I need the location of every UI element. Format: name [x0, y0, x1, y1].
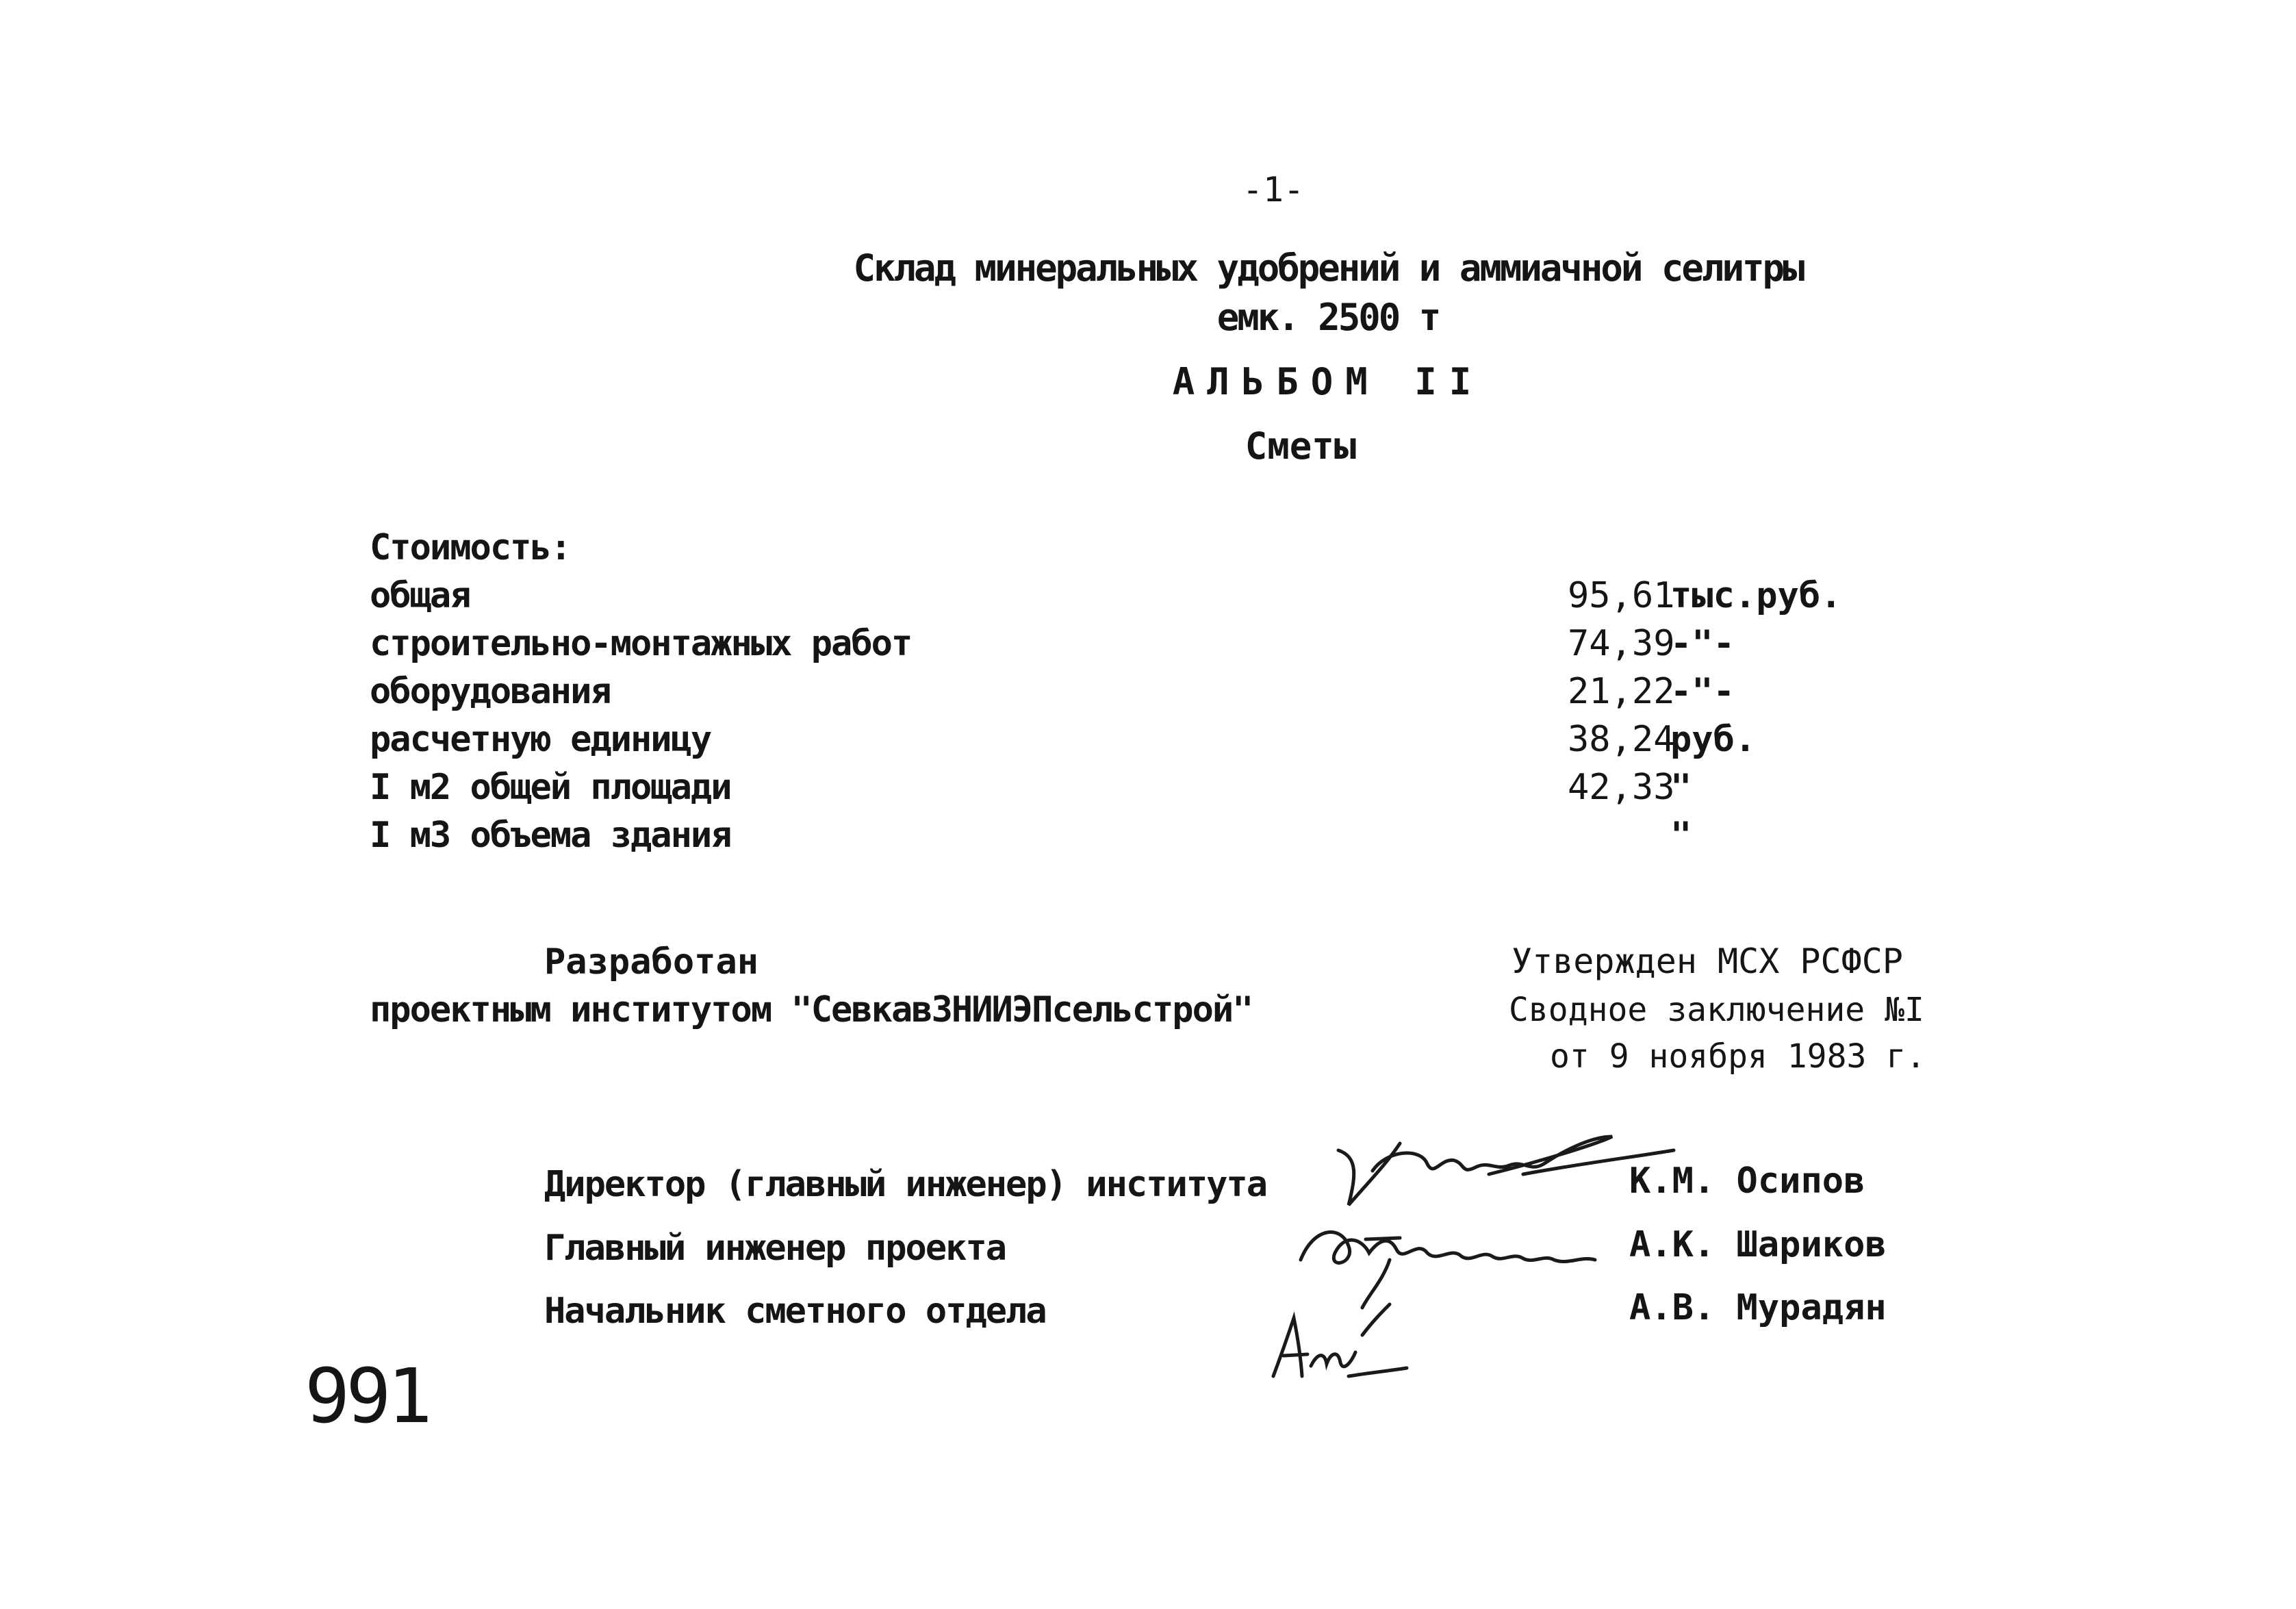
cost-labels	[370, 524, 911, 859]
signatory-name-estimate-head: А.В. Мурадян	[1629, 1287, 1887, 1328]
album-title: АЛЬБОМ II	[1172, 360, 1484, 403]
cost-unit-per-m2: "	[1670, 767, 1692, 808]
signatory-name-director: К.М. Осипов	[1629, 1161, 1865, 1202]
cost-label-equipment: оборудования	[370, 671, 611, 712]
approval-conclusion: Сводное заключение №I	[1509, 991, 1924, 1029]
cost-heading: Стоимость:	[370, 527, 571, 568]
cost-value-per-m2: 42,33	[1568, 767, 1675, 808]
cost-row-equipment	[1568, 668, 1841, 715]
cost-values	[1568, 572, 1841, 859]
album-subtitle: Сметы	[1245, 425, 1357, 468]
signatory-role-chief-engineer: Главный инженер проекта	[544, 1228, 1006, 1269]
cost-value-total: 95,61	[1568, 575, 1675, 616]
document-title: Склад минеральных удобрений и аммиачной селитры	[853, 246, 1803, 290]
cost-value-construction: 74,39	[1568, 623, 1675, 664]
cost-label-construction: строительно-монтажных работ	[370, 623, 912, 664]
developer-institute: проектным институтом "СевкавЗНИИЭПсельстрой"	[370, 989, 1253, 1030]
signatory-role-director: Директор (главный инженер) института	[544, 1164, 1267, 1205]
cost-unit-per-m3: "	[1670, 815, 1692, 856]
cost-label-total: общая	[370, 575, 470, 616]
signatory-name-chief-engineer: А.К. Шариков	[1629, 1224, 1887, 1265]
signature-estimate-head	[1260, 1287, 1417, 1390]
cost-row-construction	[1568, 620, 1841, 668]
cost-unit-total: тыс.руб.	[1670, 575, 1842, 616]
cost-row-per-m3	[1568, 811, 1841, 859]
cost-value-per-unit: 38,24	[1568, 719, 1675, 760]
approval-authority: Утвержден МСХ РСФСР	[1511, 941, 1903, 981]
developer-heading: Разработан	[544, 941, 759, 983]
cost-value-equipment: 21,22	[1568, 671, 1675, 712]
cost-row-total	[1568, 572, 1841, 620]
page-number: -1-	[1242, 170, 1305, 210]
cost-label-per-m2: I м2 общей площади	[370, 767, 731, 808]
cost-unit-per-unit: руб.	[1670, 719, 1757, 760]
cost-unit-construction: -"-	[1670, 623, 1735, 664]
cost-value-per-m3	[1568, 811, 1670, 859]
archive-number: 991	[305, 1352, 429, 1440]
signatory-role-estimate-head: Начальник сметного отдела	[544, 1291, 1046, 1332]
cost-label-per-m3: I м3 объема здания	[370, 815, 731, 856]
approval-date: от 9 ноября 1983 г.	[1550, 1037, 1926, 1076]
cost-label-per-unit: расчетную единицу	[370, 719, 711, 760]
cost-row-per-unit	[1568, 715, 1841, 763]
document-capacity: емк. 2500 т	[1216, 296, 1440, 339]
cost-unit-equipment: -"-	[1670, 671, 1735, 712]
cost-row-per-m2	[1568, 763, 1841, 811]
